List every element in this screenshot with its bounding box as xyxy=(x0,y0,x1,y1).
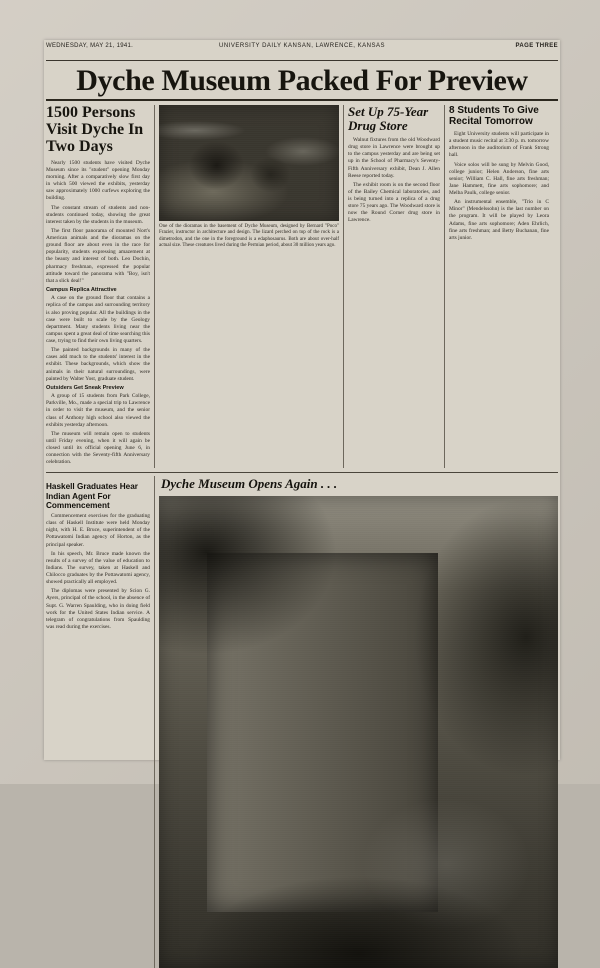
paragraph: A group of 15 students from Park College, Parkville, Mo., made a special trip to Lawrence in order to visit the museum, and the senior class of Anthony high school also viewed the exhibits yesterday afternoon. xyxy=(46,393,150,428)
recital-body xyxy=(449,131,549,242)
dyche-museum-photograph xyxy=(159,496,558,968)
column-recital xyxy=(449,105,549,468)
paragraph: Voice solos will be sung by Melvin Good, college junior; Helen Anderson, fine arts senior; William C. Hall, fine arts freshman; Jane Hammett, fine arts sophomore; and Melba Paulk, college senior. xyxy=(449,161,549,196)
column-divider xyxy=(154,476,155,968)
column1-body xyxy=(46,160,150,467)
masthead-publication: UNIVERSITY DAILY KANSAN, LAWRENCE, KANSAS xyxy=(219,43,385,49)
drug-store-body xyxy=(348,137,440,225)
haskell-section-headline: Haskell Graduates Hear Indian Agent For Commencement xyxy=(46,482,138,510)
column-diorama-photo xyxy=(159,105,339,468)
paragraph: Nearly 1500 students have visited Dyche Museum since its "student" opening Monday morning. After a comparatively slow first day in which 500 viewed the exhibits, yesterday saw approximately 1000 curfews exploring the building. xyxy=(46,159,150,202)
newspaper-sheet xyxy=(44,40,560,760)
paragraph: A case on the ground floor that contains a replica of the campus and surrounding territory is also proving popular. All the buildings in the case were built to scale by the Geology department. Many students living near the campus spent a great deal of time searching this case, trying to find their own living quarters. xyxy=(46,295,150,345)
column-divider xyxy=(343,105,344,468)
paragraph: Eight University students will participate in a student music recital at 3:30 p. m. tomorrow afternoon in the auditorium of Frank Strong hall. xyxy=(449,131,549,159)
paragraph: Commencement exercises for the graduating class of Haskell Institute were held Monday night, with H. E. Bruce, superintendent of the Pottawatomi Indian agency of Horton, as the principal speaker. xyxy=(46,513,150,548)
column1-subhead-campus-replica: Campus Replica Attractive xyxy=(46,286,117,293)
bottom-section xyxy=(44,476,560,968)
museum-feature xyxy=(159,476,558,968)
paragraph: In his speech, Mr. Bruce made known the results of a survey of the value of education to Indians. The survey, taken at Haskell and Chilocco graduates by the Pottawatomi agency, showed practically all employed. xyxy=(46,550,150,586)
paragraph: The constant stream of students and non-students continued today, showing the great interest taken by the students in the museum. xyxy=(46,204,150,225)
masthead xyxy=(44,40,560,59)
column1-deck: 1500 Persons Visit Dyche In Two Days xyxy=(46,104,144,155)
paragraph: The painted backgrounds in many of the cases add much to the students' interest in the exhibit. These backgrounds, which show the animals in their natural surroundings, were painted by Walter Yost, graduate student. xyxy=(46,347,150,382)
paragraph: An instrumental ensemble, "Trio in C Minor" (Mendelssohn) is the last number on the program. It will be played by Leora Adams, fine arts sophomore; Aden Ehrlich, fine arts freshman; and Betty Buchanan, fine arts junior. xyxy=(449,199,549,241)
section-divider xyxy=(46,472,558,473)
column1-subhead-sneak-preview: Outsiders Get Sneak Preview xyxy=(46,384,124,391)
masthead-rule xyxy=(46,60,558,61)
paragraph: Walnut fixtures from the old Woodward drug store in Lawrence were brought up to the campus yesterday and are being set up in the School of Pharmacy's Seventy-Fifth Anniversary exhibit, Dean J. Allen Reese reported today. xyxy=(348,137,440,179)
drug-store-headline: Set Up 75-Year Drug Store xyxy=(348,104,429,134)
column-divider xyxy=(444,105,445,468)
masthead-page-number: PAGE THREE xyxy=(515,43,558,49)
paragraph: The museum will remain open to students until Friday evening, when it will again be closed until its official opening June 6, in connection with the Seventy-fifth Anniversary celebration. xyxy=(46,430,150,466)
paragraph: The exhibit room is on the second floor of the Bailey Chemical laboratories, and is being turned into a replica of a drug store 75 years ago. The Woodward store is now the Round Corner drug store in Lawrence. xyxy=(348,181,440,224)
column-1500-persons xyxy=(46,105,150,468)
haskell-body xyxy=(46,513,150,631)
diorama-cutline: One of the dioramas in the basement of Dyche Museum, designed by Bernard "Poco" Frazier, instructor in architecture and design. The lizard perched on top of the rock is a dimetrodon, and the one in the foreground is a edaphosaurus. Both are about over-half actual size. These creatures lived during the Permian period, about 30 million years ago. xyxy=(159,224,339,249)
column-divider xyxy=(154,105,155,468)
page-headline: Dyche Museum Packed For Preview xyxy=(76,64,528,97)
paragraph: The first floor panorama of mounted Nort's American animals and the dioramas on the ground floor are about even in the race for popularity, students expressing amazement at the beauty and interest of both. Leo Dochin, pharmacy freshman, expressed the popular attitude toward the panorama with "Boy, isn't that a slick deal!" xyxy=(46,227,150,284)
column-drug-store xyxy=(348,105,440,468)
recital-headline: 8 Students To Give Recital Tomorrow xyxy=(449,105,539,127)
masthead-date: WEDNESDAY, MAY 21, 1941. xyxy=(46,43,134,49)
top-section xyxy=(44,105,560,468)
diorama-photograph xyxy=(159,105,339,221)
headline-rule xyxy=(46,99,558,101)
museum-feature-title: Dyche Museum Opens Again . . . xyxy=(161,476,338,492)
column-haskell-graduates xyxy=(46,476,150,968)
paragraph: The diplomas were presented by Scion G. Ayers, principal of the school, in the absence of Supt. G. Warren Spaulding, who in doing field work for the United States Indian service. A telegram of congratulations from Spaulding was read during the exercises. xyxy=(46,588,150,630)
